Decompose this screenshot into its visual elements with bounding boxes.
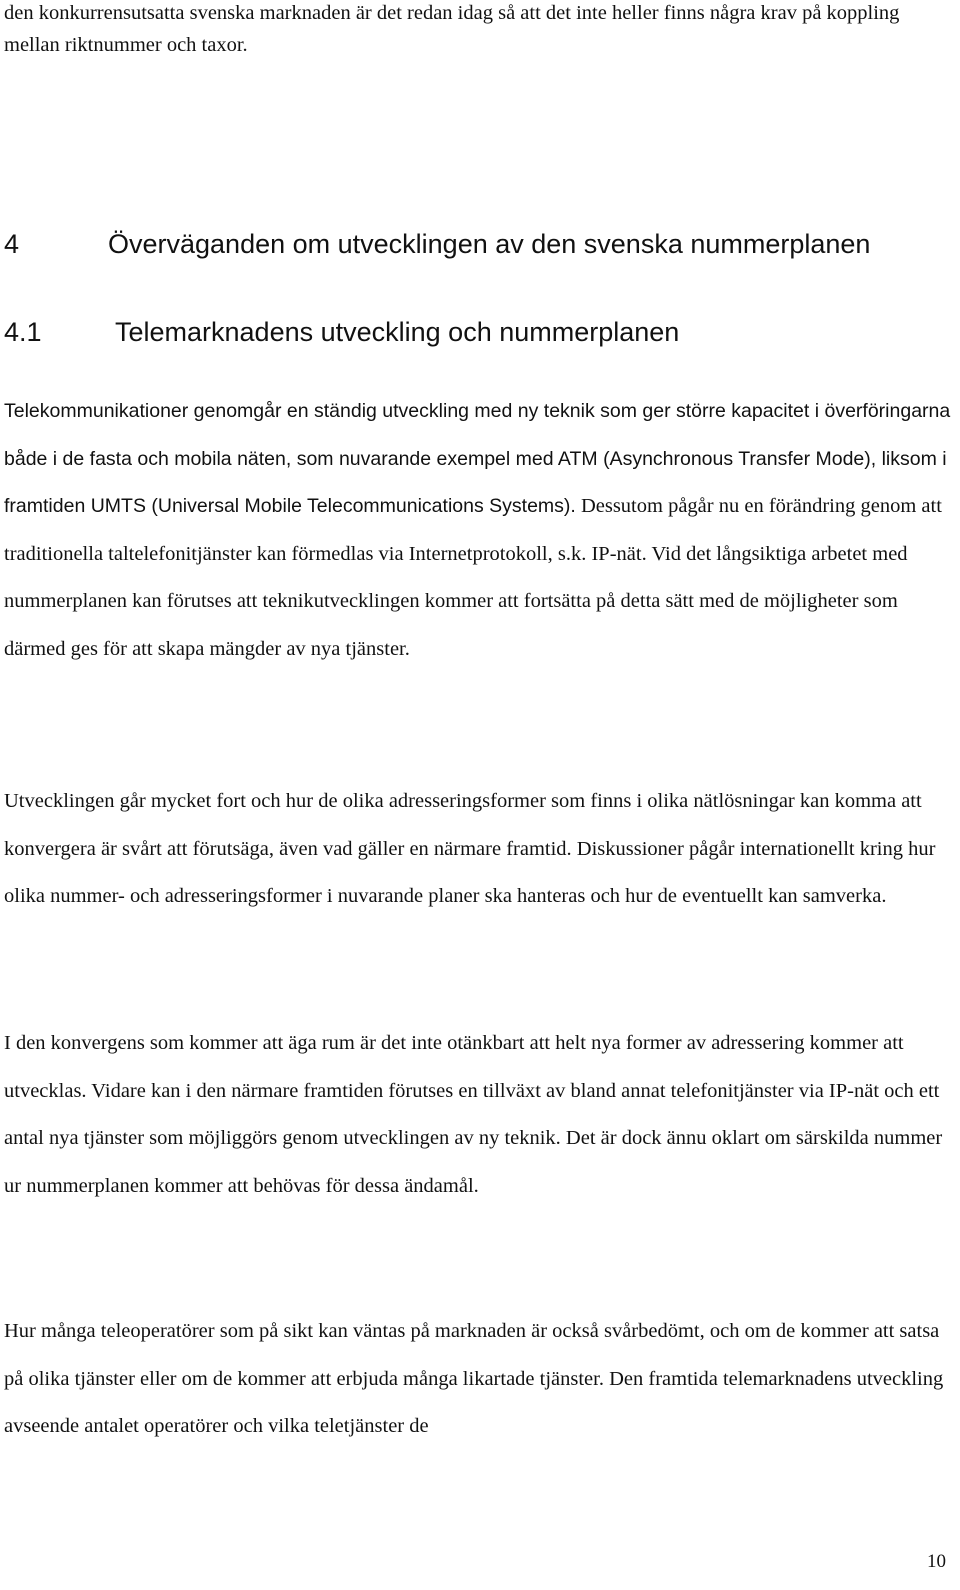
paragraph-new-addressing: I den konvergens som kommer att äga rum är det inte otänkbart att helt nya former av adressering kommer att utvecklas. Vidare kan i den närmare framtiden förutses en tillväxt av bland annat telefonitjänster via IP-nät och ett antal nya tjänster som möjliggörs genom utvecklingen av ny teknik. Det är dock ännu oklart om särskilda nummer ur nummerplanen kommer att behövas för dessa ändamål. <box>4 1032 943 1197</box>
page-number: 10 <box>927 1551 946 1572</box>
subsection-title: Telemarknadens utveckling och nummerplanen <box>115 317 680 347</box>
paragraph-convergence: Utvecklingen går mycket fort och hur de olika adresseringsformer som finns i olika nätlösningar kan komma att konvergera är svårt att förutsäga, även vad gäller en närmare framtid. Diskussioner pågår internationellt kring hur olika nummer- och adresseringsformer i nuvarande planer ska hanteras och hur de eventuellt kan samverka. <box>4 790 936 907</box>
section-number: 4 <box>4 229 20 259</box>
subsection-heading <box>4 314 679 350</box>
section-heading <box>4 226 870 262</box>
paragraph-technology-part-2: Dessutom pågår nu en förändring genom att traditionella taltelefonitjänster kan förmedlas via Internetprotokoll, s.k. IP-nät. Vid det långsiktiga arbetet med nummerplanen kan förutses att teknikutvecklingen kommer att fortsätta på detta sätt med de möjligheter som därmed ges för att skapa mängder av nya tjänster. <box>4 495 942 660</box>
section-title: Överväganden om utvecklingen av den svenska nummerplanen <box>108 229 871 259</box>
paragraph-technology-part-1: Telekommunikationer genomgår en ständig utveckling med ny teknik som ger större kapacitet i överföringarna både i de fasta och mobila näten, som nuvarande exempel med ATM (Asynchronous Transfer Mode), liksom i framtiden UMTS (Universal Mobile Telecommunications Systems). <box>4 400 951 517</box>
intro-text: den konkurrensutsatta svenska marknaden är det redan idag så att det inte heller finns några krav på koppling mellan riktnummer och taxor. <box>4 2 900 56</box>
paragraph-operators: Hur många teleoperatörer som på sikt kan väntas på marknaden är också svårbedömt, och om de kommer att satsa på olika tjänster eller om de kommer att erbjuda många likartade tjänster. Den framtida telemarknadens utveckling avseende antalet operatörer och vilka teletjänster de <box>4 1320 944 1437</box>
paragraph-technology <box>4 388 956 673</box>
subsection-number: 4.1 <box>4 317 42 347</box>
